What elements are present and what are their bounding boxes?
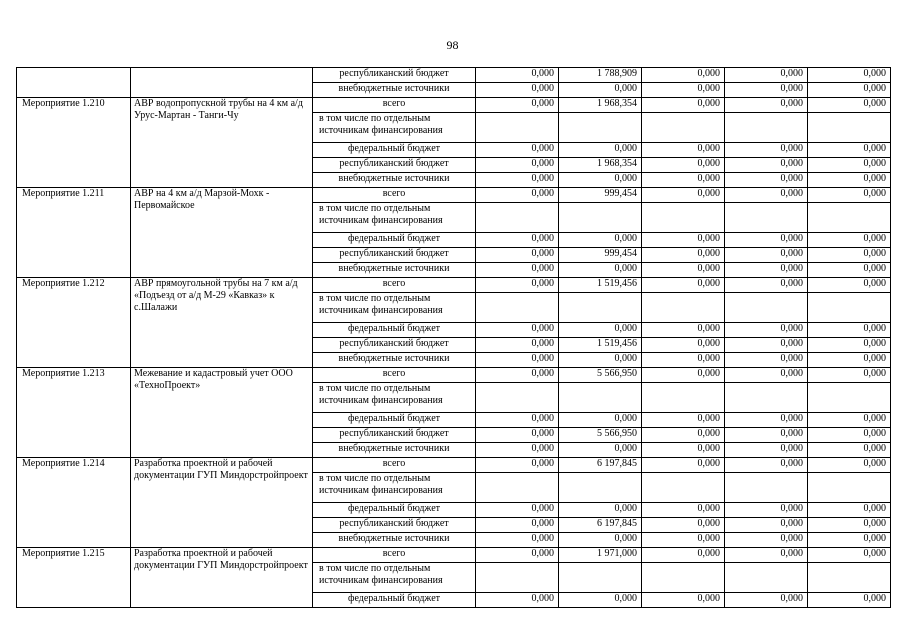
funding-source: республиканский бюджет: [313, 518, 476, 533]
value-cell: 0,000: [725, 68, 808, 83]
value-cell: 0,000: [642, 338, 725, 353]
value-cell: 0,000: [725, 278, 808, 293]
value-cell: 0,000: [559, 143, 642, 158]
value-cell: 0,000: [725, 173, 808, 188]
measure-label: Мероприятие 1.211: [17, 188, 131, 278]
value-cell: [476, 203, 559, 233]
value-cell: [642, 203, 725, 233]
value-cell: 0,000: [725, 533, 808, 548]
funding-source: всего: [313, 548, 476, 563]
value-cell: 0,000: [559, 323, 642, 338]
value-cell: 0,000: [725, 338, 808, 353]
value-cell: 0,000: [808, 368, 891, 383]
value-cell: [559, 473, 642, 503]
value-cell: 0,000: [476, 338, 559, 353]
value-cell: 0,000: [808, 83, 891, 98]
measure-description: Межевание и кадастровый учет ООО «ТехноПроект»: [131, 368, 313, 458]
value-cell: 0,000: [725, 368, 808, 383]
value-cell: 1 971,000: [559, 548, 642, 563]
value-cell: 0,000: [642, 413, 725, 428]
table-row: [17, 368, 891, 383]
funding-source: федеральный бюджет: [313, 233, 476, 248]
funding-source: внебюджетные источники: [313, 173, 476, 188]
value-cell: 0,000: [725, 443, 808, 458]
funding-source: в том числе по отдельным источникам финансирования: [313, 203, 476, 233]
value-cell: 0,000: [642, 533, 725, 548]
value-cell: 0,000: [642, 428, 725, 443]
value-cell: 0,000: [642, 188, 725, 203]
value-cell: 0,000: [725, 158, 808, 173]
value-cell: 0,000: [559, 503, 642, 518]
value-cell: 0,000: [725, 548, 808, 563]
table-row: [17, 278, 891, 293]
value-cell: [559, 383, 642, 413]
funding-source: всего: [313, 458, 476, 473]
value-cell: 999,454: [559, 248, 642, 263]
value-cell: [476, 473, 559, 503]
value-cell: 0,000: [725, 98, 808, 113]
value-cell: [476, 563, 559, 593]
value-cell: 0,000: [808, 323, 891, 338]
value-cell: 0,000: [725, 593, 808, 608]
value-cell: [808, 563, 891, 593]
measure-description: АВР на 4 км а/д Марзой-Мохк - Первомайское: [131, 188, 313, 278]
value-cell: 0,000: [559, 443, 642, 458]
funding-source: республиканский бюджет: [313, 158, 476, 173]
value-cell: 0,000: [808, 548, 891, 563]
value-cell: 0,000: [559, 173, 642, 188]
funding-source: внебюджетные источники: [313, 263, 476, 278]
value-cell: 1 519,456: [559, 338, 642, 353]
value-cell: 0,000: [808, 158, 891, 173]
value-cell: 0,000: [642, 68, 725, 83]
value-cell: [642, 293, 725, 323]
value-cell: [808, 113, 891, 143]
value-cell: 0,000: [725, 503, 808, 518]
value-cell: [725, 473, 808, 503]
funding-source: республиканский бюджет: [313, 68, 476, 83]
funding-source: в том числе по отдельным источникам финансирования: [313, 563, 476, 593]
value-cell: 1 519,456: [559, 278, 642, 293]
value-cell: 0,000: [642, 593, 725, 608]
measure-description: [131, 68, 313, 98]
value-cell: 1 788,909: [559, 68, 642, 83]
value-cell: 0,000: [808, 233, 891, 248]
value-cell: 0,000: [808, 68, 891, 83]
funding-source: в том числе по отдельным источникам финансирования: [313, 473, 476, 503]
value-cell: 0,000: [808, 173, 891, 188]
value-cell: 0,000: [642, 278, 725, 293]
value-cell: 0,000: [725, 353, 808, 368]
value-cell: 0,000: [476, 233, 559, 248]
value-cell: 0,000: [559, 353, 642, 368]
value-cell: 0,000: [725, 143, 808, 158]
value-cell: 0,000: [642, 548, 725, 563]
value-cell: 0,000: [476, 263, 559, 278]
value-cell: 0,000: [808, 338, 891, 353]
value-cell: 0,000: [808, 458, 891, 473]
funding-source: всего: [313, 368, 476, 383]
value-cell: 999,454: [559, 188, 642, 203]
value-cell: 0,000: [559, 233, 642, 248]
value-cell: [642, 113, 725, 143]
value-cell: [808, 293, 891, 323]
value-cell: 0,000: [642, 173, 725, 188]
value-cell: 0,000: [476, 353, 559, 368]
value-cell: 0,000: [808, 593, 891, 608]
value-cell: 0,000: [476, 248, 559, 263]
value-cell: 0,000: [808, 443, 891, 458]
value-cell: [808, 473, 891, 503]
value-cell: 0,000: [642, 143, 725, 158]
value-cell: [725, 383, 808, 413]
funding-source: всего: [313, 188, 476, 203]
measure-label: Мероприятие 1.212: [17, 278, 131, 368]
funding-source: в том числе по отдельным источникам финансирования: [313, 113, 476, 143]
value-cell: 0,000: [476, 548, 559, 563]
value-cell: [642, 563, 725, 593]
value-cell: [642, 473, 725, 503]
funding-source: республиканский бюджет: [313, 428, 476, 443]
measure-label: Мероприятие 1.213: [17, 368, 131, 458]
funding-source: всего: [313, 98, 476, 113]
value-cell: 0,000: [642, 503, 725, 518]
value-cell: 0,000: [808, 143, 891, 158]
measure-description: Разработка проектной и рабочей документации ГУП Миндорстройпроект: [131, 548, 313, 608]
value-cell: 0,000: [476, 68, 559, 83]
value-cell: 0,000: [642, 263, 725, 278]
value-cell: 0,000: [808, 533, 891, 548]
funding-source: всего: [313, 278, 476, 293]
funding-source: федеральный бюджет: [313, 503, 476, 518]
value-cell: 0,000: [642, 98, 725, 113]
table-body: [17, 68, 891, 608]
value-cell: 0,000: [476, 83, 559, 98]
value-cell: 0,000: [642, 158, 725, 173]
value-cell: [725, 293, 808, 323]
value-cell: 0,000: [559, 413, 642, 428]
value-cell: 0,000: [559, 593, 642, 608]
value-cell: 0,000: [808, 518, 891, 533]
value-cell: 5 566,950: [559, 368, 642, 383]
value-cell: [559, 563, 642, 593]
value-cell: 0,000: [476, 518, 559, 533]
value-cell: 0,000: [725, 428, 808, 443]
value-cell: 0,000: [808, 263, 891, 278]
measure-label: Мероприятие 1.215: [17, 548, 131, 608]
value-cell: 0,000: [642, 458, 725, 473]
funding-table: [16, 67, 891, 608]
value-cell: 6 197,845: [559, 518, 642, 533]
funding-source: внебюджетные источники: [313, 353, 476, 368]
funding-source: внебюджетные источники: [313, 83, 476, 98]
value-cell: 0,000: [476, 593, 559, 608]
funding-source: федеральный бюджет: [313, 323, 476, 338]
value-cell: 0,000: [808, 413, 891, 428]
value-cell: 0,000: [476, 533, 559, 548]
value-cell: [725, 203, 808, 233]
value-cell: 0,000: [808, 278, 891, 293]
value-cell: 0,000: [725, 233, 808, 248]
funding-source: республиканский бюджет: [313, 338, 476, 353]
value-cell: 0,000: [476, 323, 559, 338]
value-cell: 0,000: [642, 83, 725, 98]
value-cell: 0,000: [808, 353, 891, 368]
value-cell: [476, 113, 559, 143]
value-cell: 0,000: [642, 518, 725, 533]
funding-source: федеральный бюджет: [313, 143, 476, 158]
value-cell: 0,000: [476, 458, 559, 473]
value-cell: 0,000: [642, 233, 725, 248]
value-cell: [808, 203, 891, 233]
value-cell: 1 968,354: [559, 98, 642, 113]
value-cell: 0,000: [476, 158, 559, 173]
table-row: [17, 548, 891, 563]
value-cell: [476, 383, 559, 413]
value-cell: 1 968,354: [559, 158, 642, 173]
funding-source: в том числе по отдельным источникам финансирования: [313, 383, 476, 413]
value-cell: 0,000: [559, 83, 642, 98]
measure-label: [17, 68, 131, 98]
value-cell: 0,000: [476, 173, 559, 188]
value-cell: 0,000: [725, 248, 808, 263]
value-cell: 0,000: [642, 323, 725, 338]
funding-source: федеральный бюджет: [313, 593, 476, 608]
funding-source: республиканский бюджет: [313, 248, 476, 263]
value-cell: 0,000: [642, 353, 725, 368]
value-cell: 0,000: [476, 428, 559, 443]
value-cell: 0,000: [725, 458, 808, 473]
value-cell: 0,000: [559, 533, 642, 548]
value-cell: 0,000: [808, 98, 891, 113]
value-cell: [476, 293, 559, 323]
value-cell: [559, 203, 642, 233]
measure-description: Разработка проектной и рабочей документации ГУП Миндорстройпроект: [131, 458, 313, 548]
measure-description: АВР прямоугольной трубы на 7 км а/д «Подъезд от а/д М-29 «Кавказ» к с.Шалажи: [131, 278, 313, 368]
value-cell: 0,000: [476, 278, 559, 293]
value-cell: 0,000: [476, 503, 559, 518]
value-cell: 0,000: [476, 413, 559, 428]
value-cell: 6 197,845: [559, 458, 642, 473]
value-cell: [642, 383, 725, 413]
value-cell: [808, 383, 891, 413]
value-cell: 0,000: [808, 248, 891, 263]
value-cell: 0,000: [476, 443, 559, 458]
value-cell: [725, 113, 808, 143]
value-cell: 0,000: [725, 263, 808, 278]
funding-source: федеральный бюджет: [313, 413, 476, 428]
value-cell: 0,000: [476, 188, 559, 203]
table-row: [17, 458, 891, 473]
value-cell: 0,000: [476, 98, 559, 113]
value-cell: [559, 293, 642, 323]
value-cell: 0,000: [725, 413, 808, 428]
value-cell: 0,000: [725, 188, 808, 203]
value-cell: 0,000: [559, 263, 642, 278]
value-cell: 0,000: [476, 143, 559, 158]
value-cell: 0,000: [476, 368, 559, 383]
measure-label: Мероприятие 1.214: [17, 458, 131, 548]
funding-source: в том числе по отдельным источникам финансирования: [313, 293, 476, 323]
table-row: [17, 68, 891, 83]
funding-source: внебюджетные источники: [313, 443, 476, 458]
value-cell: 0,000: [725, 323, 808, 338]
value-cell: 0,000: [642, 368, 725, 383]
value-cell: 0,000: [725, 83, 808, 98]
value-cell: 0,000: [808, 503, 891, 518]
page-number: 98: [446, 38, 459, 52]
table-row: [17, 98, 891, 113]
value-cell: 0,000: [808, 428, 891, 443]
value-cell: 0,000: [642, 248, 725, 263]
value-cell: 5 566,950: [559, 428, 642, 443]
value-cell: 0,000: [642, 443, 725, 458]
measure-label: Мероприятие 1.210: [17, 98, 131, 188]
value-cell: [559, 113, 642, 143]
value-cell: [725, 563, 808, 593]
measure-description: АВР водопропускной трубы на 4 км а/д Урус-Мартан - Танги-Чу: [131, 98, 313, 188]
value-cell: 0,000: [808, 188, 891, 203]
table-row: [17, 188, 891, 203]
value-cell: 0,000: [725, 518, 808, 533]
funding-source: внебюджетные источники: [313, 533, 476, 548]
